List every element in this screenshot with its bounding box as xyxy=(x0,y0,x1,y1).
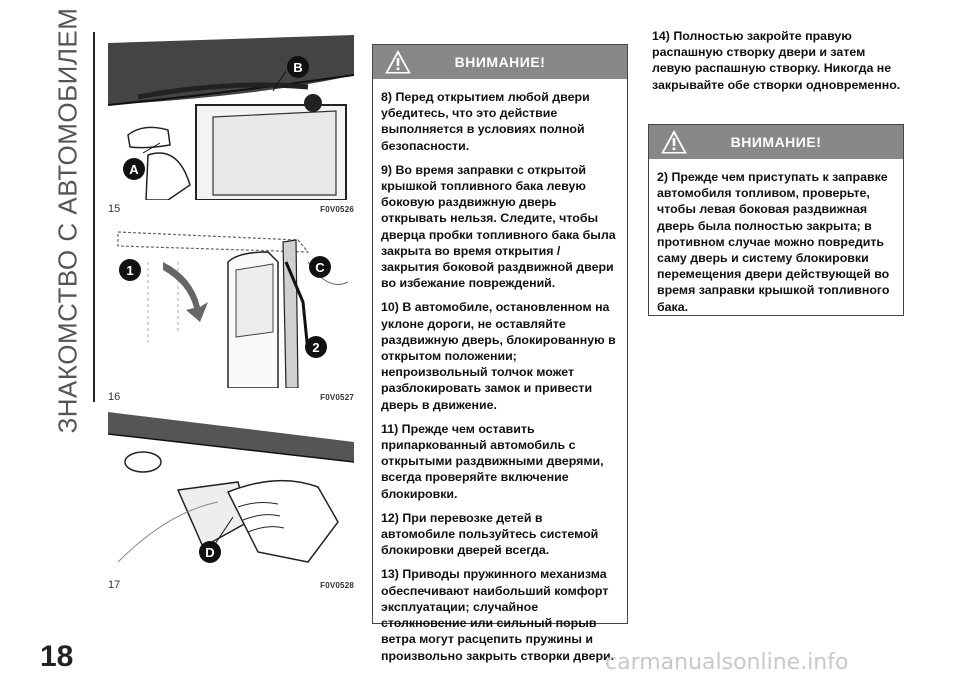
callout-1-label: 1 xyxy=(126,263,134,278)
note-paragraph-14: 14) Полностью закройте правую распашную створку двери и затем левую распашную створку. Никогда не закрывайте обе створки одновременно. xyxy=(652,29,901,92)
callout-b-label: B xyxy=(293,60,303,75)
warning-paragraph-9: 9) Во время заправки с открытой крышкой топливного бака левую боковую раздвижную дверь открывать нельзя. Следите, чтобы дверца пробки топливного бака была закрыта во время открытия / закрытия боковой раздвижной двери во избежание повреждений. xyxy=(381,162,616,291)
figure-16-illustration xyxy=(108,222,354,388)
warning-box-2 xyxy=(648,124,904,316)
warning-paragraph-12: 12) При перевозке детей в автомобиле пользуйтесь системой блокировки дверей всегда. xyxy=(381,510,599,558)
page-number: 18 xyxy=(40,640,74,673)
warning-box-1 xyxy=(372,44,628,663)
figure-16-code: F0V0527 xyxy=(320,392,354,402)
site-watermark: carmanualsonline.info xyxy=(605,650,849,675)
warning-paragraph-8: 8) Перед открытием любой двери убедитесь, что это действие выполняется в условиях полной безопасности. xyxy=(381,90,590,153)
chapter-title-text: ЗНАКОМСТВО С АВТОМОБИЛЕМ xyxy=(52,7,83,433)
figure-17 xyxy=(108,412,354,594)
figure-15-code: F0V0526 xyxy=(320,204,354,214)
warning-title-1: ВНИМАНИЕ! xyxy=(454,54,546,70)
warning-body-2 xyxy=(649,159,903,329)
chapter-divider xyxy=(93,32,95,402)
warning-paragraph-10: 10) В автомобиле, остановленном на уклоне дороги, не оставляйте раздвижную дверь, блокированную в открытом положении; непроизвольный толчок может разблокировать замок и привести дверь в движение. xyxy=(381,300,616,412)
warning-title-2: ВНИМАНИЕ! xyxy=(730,134,822,150)
callout-a-label: A xyxy=(129,162,139,177)
figure-16 xyxy=(108,222,354,406)
door-handle-shape xyxy=(128,127,170,147)
callout-c-label: C xyxy=(315,260,325,275)
figure-17-caption xyxy=(108,576,354,594)
warning-triangle-icon xyxy=(385,50,411,74)
figure-17-code: F0V0528 xyxy=(320,580,354,590)
chapter-title xyxy=(48,7,88,433)
callout-2-label: 2 xyxy=(312,340,320,355)
warning-header-2 xyxy=(649,125,903,159)
figure-15-illustration xyxy=(108,35,354,200)
warning-paragraph-13: 13) Приводы пружинного механизма обеспечивают наибольший комфорт эксплуатации; случайное столкновение или сильный порыв ветра могут расцепить пружины и произвольно закрыть створки двери. xyxy=(381,567,615,663)
warning-paragraph-2: 2) Прежде чем приступать к заправке автомобиля топливом, проверьте, чтобы левая боковая раздвижная дверь была полностью закрыта; в противном случае можно повредить саму дверь и систему блокировки перемещения двери действующей во время заправки крышкой топливного бака. xyxy=(657,170,890,314)
pillar-shape xyxy=(283,240,298,388)
figure-15-caption xyxy=(108,200,354,218)
warning-triangle-icon xyxy=(661,130,687,154)
warning-paragraph-11: 11) Прежде чем оставить припаркованный автомобиль с открытыми раздвижными дверями, всегда проверяйте включение блокировки. xyxy=(381,421,604,501)
figure-15 xyxy=(108,35,354,218)
interior-light-shape xyxy=(125,452,161,472)
figure-16-caption xyxy=(108,388,354,406)
figure-17-illustration xyxy=(108,412,354,576)
rail-knob-shape xyxy=(304,94,322,112)
warning-header-1 xyxy=(373,45,627,79)
warning-body-1 xyxy=(373,79,627,678)
door-window-shape xyxy=(213,111,336,195)
callout-d-label: D xyxy=(205,545,215,560)
figure-17-number: 17 xyxy=(108,579,121,591)
figure-16-number: 16 xyxy=(108,391,121,403)
figure-15-number: 15 xyxy=(108,203,121,215)
